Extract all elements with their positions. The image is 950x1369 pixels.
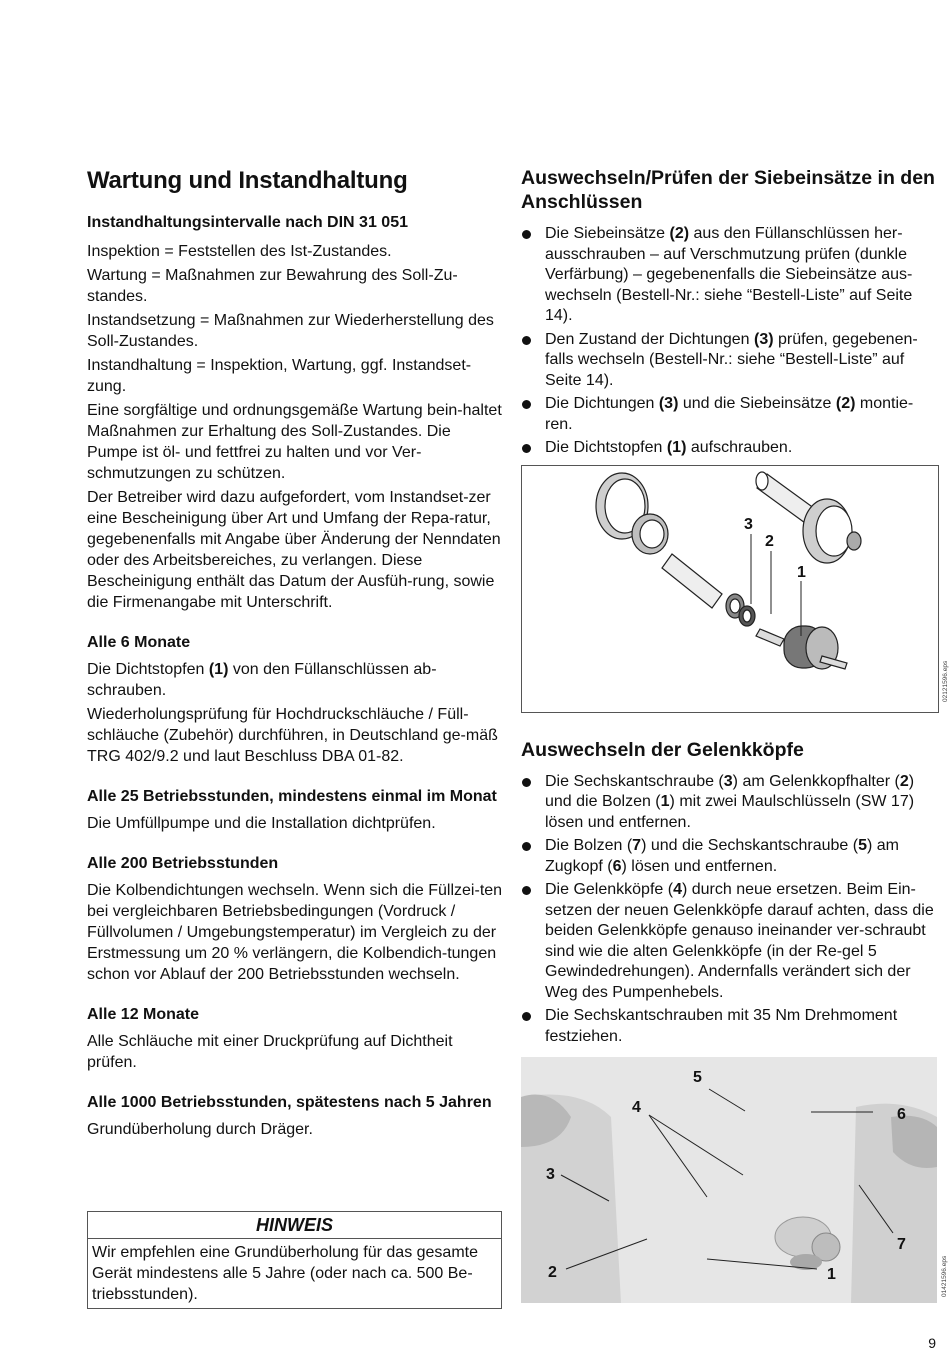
intervals-heading: Instandhaltungsintervalle nach DIN 31 051 [87, 214, 408, 231]
maintenance-paragraph: Eine sorgfältige und ordnungsgemäße Wartung bein-haltet Maßnahmen zur Erhaltung des Soll-Zustandes. Die Pumpe ist öl- und fettfrei zu halten und vor Ver-schmutzungen zu schützen. [87, 402, 502, 482]
page-title: Wartung und Instandhaltung [87, 167, 408, 194]
callout-label: 6 [897, 1106, 906, 1123]
section-200-hours-heading: Alle 200 Betriebsstunden [87, 855, 279, 872]
figure-joint-heads-photo [521, 1057, 948, 1303]
list-item: Die Siebeinsätze (2) aus den Füllanschlüssen her-ausschrauben – auf Verschmutzung prüfen (dunkle Verfärbung) – gegebenenfalls die Siebeinsätze aus-wechseln (Bestell-Nr.: siehe “Bestell-Liste” auf Seite 14). [521, 224, 939, 327]
joint-heads-steps-list [521, 772, 939, 1048]
list-item: Die Bolzen (7) und die Sechskantschraube (5) am Zugkopf (6) lösen und entfernen. [521, 836, 939, 877]
bullet-icon [522, 1012, 531, 1021]
definition-wartung: Wartung = Maßnahmen zur Bewahrung des Soll-Zu-standes. [87, 267, 458, 305]
left-gear-drawing [596, 473, 784, 646]
callout-label: 1 [797, 563, 806, 581]
section-25-hours-text: Die Umfüllpumpe und die Installation dichtprüfen. [87, 815, 436, 832]
callout-label: 4 [632, 1099, 641, 1116]
list-item: Den Zustand der Dichtungen (3) prüfen, gegebenen-falls wechseln (Bestell-Nr.: siehe “Bestell-Liste” auf Seite 14). [521, 330, 939, 392]
callout-label: 3 [744, 515, 753, 533]
hinweis-text: Wir empfehlen eine Grundüberholung für das gesamte Gerät mindestens alle 5 Jahre (oder nach ca. 500 Be-triebsstunden). [92, 1244, 478, 1303]
section-1000-hours-heading: Alle 1000 Betriebsstunden, spätestens nach 5 Jahren [87, 1094, 492, 1111]
callout-label: 2 [765, 532, 774, 550]
bullet-icon [522, 778, 531, 787]
list-item: Die Sechskantschrauben mit 35 Nm Drehmoment festziehen. [521, 1006, 939, 1047]
section-25-hours-heading: Alle 25 Betriebsstunden, mindestens einmal im Monat [87, 788, 497, 805]
bullet-icon [522, 400, 531, 409]
bullet-icon [522, 444, 531, 453]
callout-label: 5 [693, 1069, 702, 1086]
list-item: Die Gelenkköpfe (4) durch neue ersetzen. Beim Ein-setzen der neuen Gelenkköpfe darauf achten, dass die beiden Gelenkköpfe genauso ineinander ver-schraubt sind wie die alten Gelenkköpfe (in der Re-gel 5 Gewindedrehungen). Andernfalls verändert sich der Weg des Pumpenhebels. [521, 880, 939, 1003]
bullet-icon [522, 886, 531, 895]
page-number: 9 [928, 1335, 936, 1351]
callout-label: 7 [897, 1236, 906, 1253]
section-1000-hours-text: Grundüberholung durch Dräger. [87, 1121, 313, 1138]
bullet-icon [522, 842, 531, 851]
callout-label: 1 [827, 1266, 836, 1283]
sieve-section-heading: Auswechseln/Prüfen der Siebeinsätze in den Anschlüssen [521, 167, 935, 213]
section-6-months-heading: Alle 6 Monate [87, 634, 191, 651]
operator-paragraph: Der Betreiber wird dazu aufgefordert, vom Instandset-zer eine Bescheinigung über Art und Umfang der Repa-ratur, gegebenenfalls mit Angabe über Änderung der Nenndaten oder des Arbeitsbereiches, zu verlangen. Diese Bescheinigung enthält das Datum der Ausfüh-rung, sowie die Firmenangabe mit Unterschrift. [87, 489, 501, 611]
right-column [521, 166, 949, 1303]
joint-heads-photo-illustration [521, 1057, 937, 1303]
section-200-hours-text: Die Kolbendichtungen wechseln. Wenn sich die Füllzei-ten bei vergleichbaren Betriebsbedingungen (Vordruck / Füllvolumen / Umgebungstemperatur) im Vergleich zu der Erstmessung um 20 % verlängern, die Kolbendich-tungen schon vor Ablauf der 200 Betriebsstunden wechseln. [87, 882, 503, 983]
hinweis-box [87, 1211, 502, 1309]
definition-instandhaltung: Instandhaltung = Inspektion, Wartung, ggf. Instandset-zung. [87, 357, 472, 395]
section-12-months-text: Alle Schläuche mit einer Druckprüfung auf Dichtheit prüfen. [87, 1033, 453, 1071]
callout-label: 3 [546, 1166, 555, 1183]
bullet-icon [522, 336, 531, 345]
definition-inspektion: Inspektion = Feststellen des Ist-Zustandes. [87, 243, 392, 260]
figure-id: 01421596.eps [941, 1255, 948, 1297]
section-6-months-text-2: Wiederholungsprüfung für Hochdruckschläuche / Füll-schläuche (Zubehör) durchführen, in Deutschland ge-mäß TRG 402/9.2 und laut Beschluss DBA 01-82. [87, 706, 498, 765]
definition-instandsetzung: Instandsetzung = Maßnahmen zur Wiederherstellung des Soll-Zustandes. [87, 312, 494, 350]
callout-label: 2 [548, 1264, 557, 1281]
hinweis-title: HINWEIS [88, 1212, 501, 1239]
section-6-months-text-1: Die Dichtstopfen (1) von den Füllanschlüssen ab-schrauben. [87, 661, 437, 699]
figure-id: 02121596.eps [942, 660, 949, 702]
list-item: Die Dichtungen (3) und die Siebeinsätze (2) montie-ren. [521, 394, 939, 435]
sieve-parts-illustration [522, 466, 938, 712]
joint-heads-section-heading: Auswechseln der Gelenkköpfe [521, 738, 804, 761]
figure-sieve-parts [521, 465, 949, 713]
sieve-steps-list [521, 224, 939, 459]
bullet-icon [522, 230, 531, 239]
list-item: Die Sechskantschraube (3) am Gelenkkopfhalter (2) und die Bolzen (1) mit zwei Maulschlüsseln (SW 17) lösen und entfernen. [521, 772, 939, 834]
section-12-months-heading: Alle 12 Monate [87, 1006, 200, 1023]
list-item: Die Dichtstopfen (1) aufschrauben. [521, 438, 939, 459]
left-column [87, 166, 505, 1143]
